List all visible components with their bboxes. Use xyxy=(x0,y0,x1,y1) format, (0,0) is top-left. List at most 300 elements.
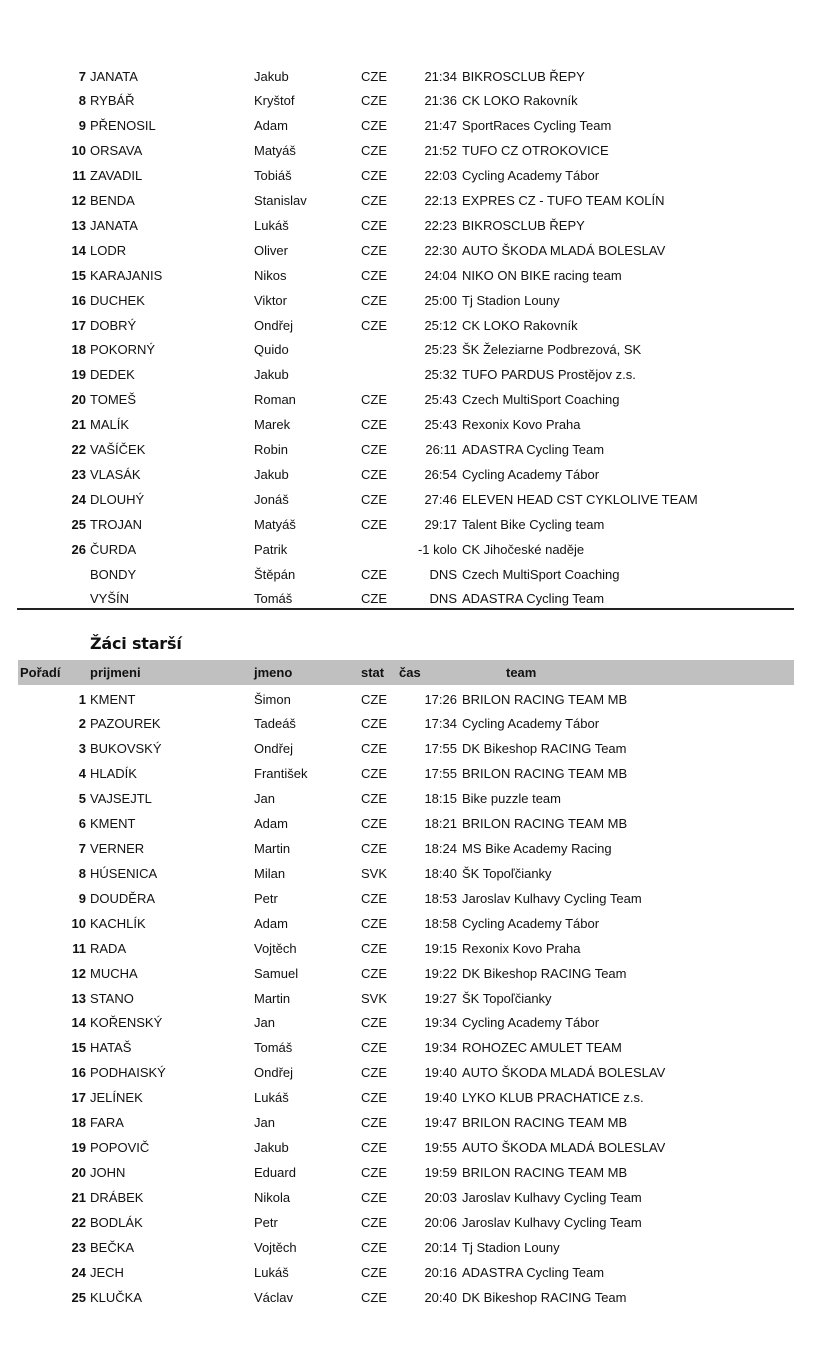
table-row xyxy=(0,786,828,811)
cell-country: CZE xyxy=(361,93,387,109)
cell-rank: 21 xyxy=(71,1189,86,1205)
cell-team: Rexonix Kovo Praha xyxy=(462,940,581,956)
cell-rank: 26 xyxy=(71,541,86,557)
cell-time: 20:03 xyxy=(424,1189,457,1205)
cell-time: DNS xyxy=(429,566,457,582)
cell-country: CZE xyxy=(361,716,387,732)
cell-time: 24:04 xyxy=(424,267,457,283)
cell-team: Czech MultiSport Coaching xyxy=(462,566,620,582)
cell-surname: TOMEŠ xyxy=(90,392,136,408)
table-row xyxy=(0,462,828,487)
table-row xyxy=(0,861,828,886)
cell-time: 19:34 xyxy=(424,1040,457,1056)
cell-firstname: Adam xyxy=(254,816,288,832)
cell-country: CZE xyxy=(361,915,387,931)
cell-surname: DRÁBEK xyxy=(90,1189,144,1205)
cell-firstname: Adam xyxy=(254,118,288,134)
cell-surname: BODLÁK xyxy=(90,1214,143,1230)
cell-country: CZE xyxy=(361,1239,387,1255)
cell-rank: 4 xyxy=(78,766,86,782)
cell-country: CZE xyxy=(361,442,387,457)
table-row xyxy=(0,313,828,338)
cell-country: CZE xyxy=(361,466,387,482)
cell-surname: JANATA xyxy=(90,68,138,84)
table-row xyxy=(0,761,828,786)
cell-surname: HLADÍK xyxy=(90,766,137,782)
cell-team: Tj Stadion Louny xyxy=(462,1239,560,1255)
cell-team: ŠK Topoľčianky xyxy=(462,990,552,1006)
cell-surname: BENDA xyxy=(90,193,135,208)
cell-firstname: Tomáš xyxy=(254,1040,293,1056)
cell-surname: VAŠÍČEK xyxy=(90,442,146,457)
cell-firstname: Oliver xyxy=(254,242,288,258)
cell-rank: 16 xyxy=(71,292,86,308)
table-row xyxy=(0,1110,828,1135)
cell-country: CZE xyxy=(361,242,387,258)
cell-rank: 11 xyxy=(72,168,86,184)
cell-team: Cycling Academy Tábor xyxy=(462,716,600,732)
cell-surname: BONDY xyxy=(90,566,137,582)
cell-rank: 12 xyxy=(71,965,86,981)
cell-time: 19:47 xyxy=(424,1115,457,1131)
table-row xyxy=(0,986,828,1011)
cell-time: 17:34 xyxy=(424,716,457,732)
cell-rank: 11 xyxy=(72,940,86,956)
cell-country: CZE xyxy=(361,1090,387,1106)
cell-team: ŠK Železiarne Podbrezová, SK xyxy=(462,342,642,358)
cell-time: 22:03 xyxy=(424,168,457,184)
table-row xyxy=(0,836,828,861)
cell-time: 22:30 xyxy=(424,242,457,258)
cell-firstname: Petr xyxy=(254,890,278,906)
cell-surname: DEDEK xyxy=(90,367,135,383)
cell-rank: 18 xyxy=(71,342,86,358)
cell-surname: KOŘENSKÝ xyxy=(90,1015,163,1031)
cell-team: ROHOZEC AMULET TEAM xyxy=(462,1040,622,1056)
cell-rank: 16 xyxy=(71,1065,86,1081)
cell-country: CZE xyxy=(361,816,387,832)
cell-firstname: Lukáš xyxy=(254,1090,289,1106)
table-row xyxy=(0,562,828,587)
cell-country: CZE xyxy=(361,317,387,333)
cell-team: BIKROSCLUB ŘEPY xyxy=(462,68,585,84)
cell-rank: 25 xyxy=(71,1289,86,1305)
header-team: team xyxy=(506,665,537,680)
cell-surname: KMENT xyxy=(90,816,136,832)
cell-team: ADASTRA Cycling Team xyxy=(462,1264,605,1280)
cell-firstname: Nikola xyxy=(254,1189,291,1205)
cell-rank: 14 xyxy=(71,1015,86,1031)
cell-time: 20:40 xyxy=(424,1289,457,1305)
cell-rank: 9 xyxy=(78,118,86,134)
cell-time: 22:23 xyxy=(424,217,457,233)
cell-firstname: Kryštof xyxy=(254,93,295,109)
cell-time: 20:06 xyxy=(424,1214,457,1230)
cell-time: 21:52 xyxy=(424,143,457,159)
cell-time: 18:40 xyxy=(424,865,457,881)
cell-country: CZE xyxy=(361,940,387,956)
table-row xyxy=(0,1010,828,1035)
cell-firstname: Jonáš xyxy=(254,491,289,507)
cell-surname: POPOVIČ xyxy=(90,1140,150,1156)
cell-country: CZE xyxy=(361,491,387,507)
table-row xyxy=(0,687,828,712)
cell-team: Cycling Academy Tábor xyxy=(462,915,600,931)
cell-surname: JANATA xyxy=(90,217,138,233)
cell-time: 22:13 xyxy=(424,193,457,208)
cell-surname: HATAŠ xyxy=(90,1040,132,1056)
cell-surname: VLASÁK xyxy=(90,466,141,482)
header-firstname: jmeno xyxy=(254,665,293,680)
cell-firstname: Milan xyxy=(254,865,286,881)
cell-firstname: Lukáš xyxy=(254,217,289,233)
cell-rank: 3 xyxy=(78,741,86,757)
cell-country: CZE xyxy=(361,1264,387,1280)
cell-surname: KACHLÍK xyxy=(90,915,146,931)
cell-country: CZE xyxy=(361,1289,387,1305)
cell-team: Rexonix Kovo Praha xyxy=(462,417,581,433)
cell-team: CK Jihočeské naděje xyxy=(462,541,585,557)
cell-surname: MUCHA xyxy=(90,965,138,981)
table-row xyxy=(0,1260,828,1285)
cell-firstname: Ondřej xyxy=(254,1065,294,1081)
cell-time: 18:21 xyxy=(424,816,457,832)
table-row xyxy=(0,961,828,986)
cell-team: EXPRES CZ - TUFO TEAM KOLÍN xyxy=(462,193,665,208)
cell-time: DNS xyxy=(429,591,457,607)
cell-firstname: Eduard xyxy=(254,1164,296,1180)
table-row xyxy=(0,711,828,736)
cell-country: CZE xyxy=(361,143,387,159)
cell-team: CK LOKO Rakovník xyxy=(462,93,578,109)
cell-country: CZE xyxy=(361,566,387,582)
cell-team: ADASTRA Cycling Team xyxy=(462,591,605,607)
cell-time: 27:46 xyxy=(424,491,457,507)
cell-country: SVK xyxy=(361,865,388,881)
cell-rank: 5 xyxy=(78,791,86,807)
cell-rank: 8 xyxy=(78,865,86,881)
cell-firstname: Vojtěch xyxy=(254,940,297,956)
cell-time: 26:54 xyxy=(424,466,457,482)
cell-country: CZE xyxy=(361,691,387,707)
cell-firstname: Patrik xyxy=(254,541,288,557)
cell-team: Cycling Academy Tábor xyxy=(462,466,600,482)
cell-time: 26:11 xyxy=(425,442,457,457)
cell-firstname: Nikos xyxy=(254,267,287,283)
cell-rank: 13 xyxy=(71,217,86,233)
cell-country: CZE xyxy=(361,392,387,408)
cell-rank: 23 xyxy=(71,466,86,482)
cell-rank: 22 xyxy=(71,1214,86,1230)
cell-firstname: Tobiáš xyxy=(254,168,292,184)
cell-firstname: Viktor xyxy=(254,292,287,308)
cell-rank: 14 xyxy=(71,242,86,258)
cell-surname: JELÍNEK xyxy=(90,1090,143,1106)
cell-rank: 25 xyxy=(71,516,86,532)
cell-rank: 1 xyxy=(78,691,86,707)
table-row xyxy=(0,263,828,288)
cell-firstname: Štěpán xyxy=(254,566,296,582)
table-row xyxy=(0,736,828,761)
cell-rank: 17 xyxy=(71,317,86,333)
cell-team: ŠK Topoľčianky xyxy=(462,865,552,881)
cell-team: CK LOKO Rakovník xyxy=(462,317,578,333)
cell-country: CZE xyxy=(361,841,387,857)
cell-rank: 21 xyxy=(71,417,86,433)
cell-time: 20:14 xyxy=(424,1239,457,1255)
cell-team: BRILON RACING TEAM MB xyxy=(462,1115,628,1131)
cell-firstname: Marek xyxy=(254,417,291,433)
cell-firstname: Petr xyxy=(254,1214,278,1230)
table-row xyxy=(0,537,828,562)
cell-firstname: Tomáš xyxy=(254,591,293,607)
cell-rank: 12 xyxy=(71,193,86,208)
cell-time: 21:47 xyxy=(424,118,457,134)
table-row xyxy=(0,1060,828,1085)
table-row xyxy=(0,64,828,89)
cell-surname: FARA xyxy=(90,1115,124,1131)
cell-rank: 20 xyxy=(71,392,86,408)
cell-rank: 8 xyxy=(78,93,86,109)
cell-firstname: Vojtěch xyxy=(254,1239,297,1255)
cell-surname: KMENT xyxy=(90,691,136,707)
cell-firstname: Tadeáš xyxy=(254,716,296,732)
cell-surname: VERNER xyxy=(90,841,145,857)
cell-team: Jaroslav Kulhavy Cycling Team xyxy=(462,1214,642,1230)
cell-time: 18:24 xyxy=(424,841,457,857)
cell-surname: DLOUHÝ xyxy=(90,491,145,507)
cell-rank: 15 xyxy=(71,267,86,283)
table-row xyxy=(0,886,828,911)
cell-rank: 13 xyxy=(71,990,86,1006)
cell-surname: DOBRÝ xyxy=(90,317,137,333)
cell-firstname: Jan xyxy=(254,791,275,807)
cell-time: 17:55 xyxy=(424,741,457,757)
cell-time: 21:34 xyxy=(424,68,457,84)
cell-rank: 22 xyxy=(71,442,86,457)
cell-firstname: Robin xyxy=(254,442,288,457)
cell-time: 21:36 xyxy=(424,93,457,109)
cell-rank: 10 xyxy=(71,915,86,931)
header-time: čas xyxy=(399,665,421,680)
cell-firstname: Ondřej xyxy=(254,317,294,333)
cell-time: 19:34 xyxy=(424,1015,457,1031)
cell-surname: STANO xyxy=(90,990,134,1006)
cell-surname: BEČKA xyxy=(90,1239,135,1255)
cell-surname: PAZOUREK xyxy=(90,716,161,732)
cell-country: CZE xyxy=(361,118,387,134)
cell-rank: 24 xyxy=(71,1264,86,1280)
cell-team: BIKROSCLUB ŘEPY xyxy=(462,217,585,233)
table-row xyxy=(0,412,828,437)
cell-team: Cycling Academy Tábor xyxy=(462,168,600,184)
cell-country: CZE xyxy=(361,1040,387,1056)
table-row xyxy=(0,1160,828,1185)
cell-team: TUFO PARDUS Prostějov z.s. xyxy=(462,367,636,383)
cell-firstname: Václav xyxy=(254,1289,294,1305)
cell-time: 19:22 xyxy=(424,965,457,981)
cell-time: 19:27 xyxy=(424,990,457,1006)
cell-time: 18:15 xyxy=(424,791,457,807)
cell-country: CZE xyxy=(361,890,387,906)
cell-team: ELEVEN HEAD CST CYKLOLIVE TEAM xyxy=(462,491,698,507)
cell-team: TUFO CZ OTROKOVICE xyxy=(462,143,609,159)
cell-surname: VYŠÍN xyxy=(90,591,130,607)
cell-surname: KLUČKA xyxy=(90,1289,143,1305)
cell-rank: 24 xyxy=(71,491,86,507)
cell-team: DK Bikeshop RACING Team xyxy=(462,965,627,981)
cell-team: DK Bikeshop RACING Team xyxy=(462,1289,627,1305)
cell-firstname: Stanislav xyxy=(254,193,307,208)
table-row xyxy=(0,337,828,362)
cell-team: BRILON RACING TEAM MB xyxy=(462,816,628,832)
cell-country: CZE xyxy=(361,292,387,308)
cell-team: DK Bikeshop RACING Team xyxy=(462,741,627,757)
table-row xyxy=(0,512,828,537)
cell-firstname: Adam xyxy=(254,915,288,931)
cell-surname: ZAVADIL xyxy=(90,168,143,184)
cell-firstname: Martin xyxy=(254,841,291,857)
table-row xyxy=(0,138,828,163)
table-row xyxy=(0,1085,828,1110)
cell-surname: RYBÁŘ xyxy=(90,93,135,109)
cell-surname: TROJAN xyxy=(90,516,142,532)
table-row xyxy=(0,1210,828,1235)
cell-firstname: Ondřej xyxy=(254,741,294,757)
cell-rank: 19 xyxy=(71,367,86,383)
category-title: Žáci starší xyxy=(90,634,182,653)
cell-country: CZE xyxy=(361,965,387,981)
cell-time: 19:59 xyxy=(424,1164,457,1180)
cell-country: CZE xyxy=(361,741,387,757)
cell-time: -1 kolo xyxy=(417,541,457,557)
cell-surname: PŘENOSIL xyxy=(90,118,156,134)
cell-team: Tj Stadion Louny xyxy=(462,292,560,308)
table-row xyxy=(0,1185,828,1210)
cell-country: CZE xyxy=(361,417,387,433)
cell-rank: 7 xyxy=(78,841,86,857)
cell-time: 19:40 xyxy=(424,1065,457,1081)
header-country: stat xyxy=(361,665,385,680)
cell-country: CZE xyxy=(361,516,387,532)
cell-time: 17:26 xyxy=(424,691,457,707)
cell-time: 19:55 xyxy=(424,1140,457,1156)
cell-time: 25:12 xyxy=(424,317,457,333)
cell-team: LYKO KLUB PRACHATICE z.s. xyxy=(462,1090,644,1106)
cell-surname: BUKOVSKÝ xyxy=(90,741,162,757)
section-divider xyxy=(17,608,794,610)
cell-surname: DOUDĚRA xyxy=(90,890,156,906)
cell-team: ADASTRA Cycling Team xyxy=(462,442,605,457)
table-row xyxy=(0,487,828,512)
cell-team: Jaroslav Kulhavy Cycling Team xyxy=(462,1189,642,1205)
cell-time: 18:58 xyxy=(424,915,457,931)
table-row xyxy=(0,188,828,213)
table-row xyxy=(0,1035,828,1060)
table-row xyxy=(0,288,828,313)
cell-surname: JECH xyxy=(90,1264,124,1280)
cell-firstname: Jan xyxy=(254,1115,275,1131)
cell-rank: 20 xyxy=(71,1164,86,1180)
cell-firstname: Matyáš xyxy=(254,516,296,532)
cell-rank: 23 xyxy=(71,1239,86,1255)
cell-country: CZE xyxy=(361,1065,387,1081)
cell-firstname: Martin xyxy=(254,990,291,1006)
cell-country: CZE xyxy=(361,791,387,807)
table-header xyxy=(18,660,794,685)
table-row xyxy=(0,88,828,113)
cell-rank: 19 xyxy=(71,1140,86,1156)
cell-surname: PODHAISKÝ xyxy=(90,1065,166,1081)
cell-country: CZE xyxy=(361,68,387,84)
cell-team: Jaroslav Kulhavy Cycling Team xyxy=(462,890,642,906)
cell-time: 20:16 xyxy=(424,1264,457,1280)
cell-firstname: Jan xyxy=(254,1015,275,1031)
cell-time: 19:40 xyxy=(424,1090,457,1106)
cell-surname: JOHN xyxy=(90,1164,126,1180)
cell-firstname: Matyáš xyxy=(254,143,296,159)
table-row xyxy=(0,1135,828,1160)
cell-firstname: Roman xyxy=(254,392,296,408)
cell-surname: LODR xyxy=(90,242,127,258)
table-row xyxy=(0,362,828,387)
cell-surname: VAJSEJTL xyxy=(90,791,152,807)
cell-team: Czech MultiSport Coaching xyxy=(462,392,620,408)
cell-firstname: Quido xyxy=(254,342,289,358)
cell-country: CZE xyxy=(361,1140,387,1156)
cell-rank: 2 xyxy=(78,716,86,732)
cell-team: NIKO ON BIKE racing team xyxy=(462,267,622,283)
cell-country: CZE xyxy=(361,193,387,208)
cell-rank: 9 xyxy=(78,890,86,906)
table-row xyxy=(0,936,828,961)
table-row xyxy=(0,1285,828,1310)
table-row xyxy=(0,113,828,138)
cell-country: CZE xyxy=(361,766,387,782)
cell-team: AUTO ŠKODA MLADÁ BOLESLAV xyxy=(462,242,666,258)
cell-surname: RADA xyxy=(90,940,127,956)
cell-country: CZE xyxy=(361,168,387,184)
cell-firstname: Jakub xyxy=(254,367,289,383)
cell-team: BRILON RACING TEAM MB xyxy=(462,1164,628,1180)
cell-firstname: Šimon xyxy=(254,691,291,707)
cell-firstname: Jakub xyxy=(254,466,289,482)
cell-surname: MALÍK xyxy=(90,417,130,433)
cell-team: BRILON RACING TEAM MB xyxy=(462,766,628,782)
cell-rank: 15 xyxy=(71,1040,86,1056)
cell-surname: ČURDA xyxy=(90,541,137,557)
cell-surname: HÚSENICA xyxy=(90,865,158,881)
cell-country: CZE xyxy=(361,591,387,607)
cell-time: 25:23 xyxy=(424,342,457,358)
cell-rank: 7 xyxy=(78,68,86,84)
table-row xyxy=(0,1235,828,1260)
cell-country: CZE xyxy=(361,1189,387,1205)
cell-firstname: Jakub xyxy=(254,1140,289,1156)
cell-country: CZE xyxy=(361,217,387,233)
table-row xyxy=(0,911,828,936)
cell-firstname: Jakub xyxy=(254,68,289,84)
cell-surname: KARAJANIS xyxy=(90,267,163,283)
cell-firstname: Lukáš xyxy=(254,1264,289,1280)
table-row xyxy=(0,238,828,263)
table-row xyxy=(0,213,828,238)
cell-firstname: František xyxy=(254,766,308,782)
cell-team: AUTO ŠKODA MLADÁ BOLESLAV xyxy=(462,1065,666,1081)
cell-surname: DUCHEK xyxy=(90,292,145,308)
table-row xyxy=(0,387,828,412)
cell-country: CZE xyxy=(361,1164,387,1180)
